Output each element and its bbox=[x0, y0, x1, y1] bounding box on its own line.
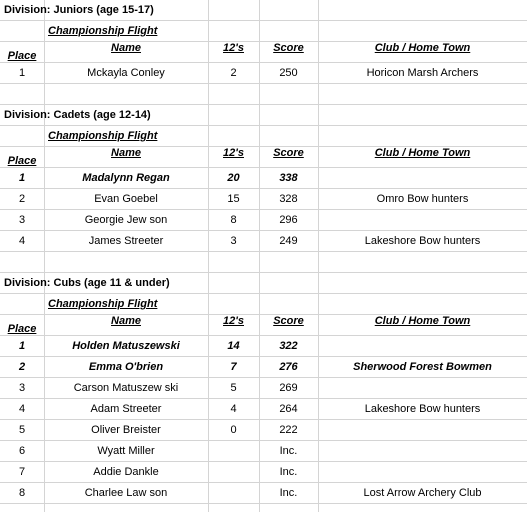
club-cell: Lakeshore Bow hunters bbox=[364, 235, 481, 247]
twelves-cell: 15 bbox=[227, 193, 240, 205]
name-cell: Addie Dankle bbox=[93, 466, 159, 478]
name-header: Name bbox=[111, 42, 141, 54]
club-cell bbox=[318, 441, 527, 462]
place-cell: 3 bbox=[18, 214, 26, 226]
score-cell: 222 bbox=[279, 424, 298, 436]
table-row bbox=[0, 231, 527, 252]
twelves-cell bbox=[208, 462, 259, 483]
score-header: Score bbox=[273, 147, 304, 159]
score-cell: 264 bbox=[279, 403, 298, 415]
place-cell: 1 bbox=[18, 340, 26, 352]
club-cell bbox=[318, 420, 527, 441]
header-row bbox=[0, 315, 527, 336]
club-cell bbox=[318, 378, 527, 399]
score-cell: 322 bbox=[279, 340, 298, 352]
twelves-cell: 7 bbox=[230, 361, 237, 373]
club-cell: Omro Bow hunters bbox=[376, 193, 469, 205]
table-row bbox=[0, 462, 527, 483]
table-row bbox=[0, 399, 527, 420]
empty-row bbox=[0, 252, 527, 273]
club-cell bbox=[318, 336, 527, 357]
table-row bbox=[0, 189, 527, 210]
score-cell: Inc. bbox=[279, 487, 298, 499]
twelves-cell bbox=[208, 483, 259, 504]
header-row bbox=[0, 147, 527, 168]
name-cell: Wyatt Miller bbox=[97, 445, 155, 457]
flight-title: Championship Flight bbox=[48, 298, 158, 310]
twelves-cell: 2 bbox=[230, 67, 237, 79]
club-header: Club / Home Town bbox=[374, 147, 471, 159]
division-row bbox=[0, 105, 527, 126]
twelves-cell bbox=[208, 441, 259, 462]
table-row bbox=[0, 63, 527, 84]
place-cell: 1 bbox=[18, 172, 26, 184]
place-cell: 5 bbox=[18, 424, 26, 436]
place-cell: 6 bbox=[18, 445, 26, 457]
place-cell: 8 bbox=[18, 487, 26, 499]
twelves-cell: 0 bbox=[230, 424, 237, 436]
twelves-cell: 4 bbox=[230, 403, 237, 415]
division-row bbox=[0, 273, 527, 294]
name-cell: Emma O'brien bbox=[88, 361, 164, 373]
place-cell: 4 bbox=[18, 403, 26, 415]
twelves-header: 12's bbox=[223, 315, 244, 327]
club-cell bbox=[318, 168, 527, 189]
score-cell: 269 bbox=[279, 382, 298, 394]
score-cell: 250 bbox=[279, 67, 298, 79]
table-row bbox=[0, 420, 527, 441]
table-row bbox=[0, 483, 527, 504]
table-row bbox=[0, 336, 527, 357]
club-header: Club / Home Town bbox=[374, 315, 471, 327]
header-row bbox=[0, 42, 527, 63]
table-row bbox=[0, 210, 527, 231]
club-cell bbox=[318, 462, 527, 483]
club-cell: Lost Arrow Archery Club bbox=[363, 487, 482, 499]
name-cell: Carson Matuszew ski bbox=[73, 382, 179, 394]
name-header: Name bbox=[111, 315, 141, 327]
twelves-cell: 5 bbox=[230, 382, 237, 394]
division-title: Division: Cubs (age 11 & under) bbox=[4, 277, 170, 289]
flight-title: Championship Flight bbox=[48, 25, 158, 37]
name-cell: Evan Goebel bbox=[94, 193, 158, 205]
twelves-header: 12's bbox=[223, 42, 244, 54]
score-cell: 296 bbox=[279, 214, 298, 226]
place-header: Place bbox=[7, 155, 37, 167]
score-cell: 338 bbox=[279, 172, 298, 184]
name-cell: Georgie Jew son bbox=[84, 214, 168, 226]
place-cell: 1 bbox=[18, 67, 26, 79]
score-cell: 249 bbox=[279, 235, 298, 247]
table-row bbox=[0, 441, 527, 462]
score-cell: Inc. bbox=[279, 445, 298, 457]
table-row bbox=[0, 378, 527, 399]
flight-title: Championship Flight bbox=[48, 130, 158, 142]
empty-row bbox=[0, 84, 527, 105]
place-header: Place bbox=[7, 50, 37, 62]
twelves-cell: 8 bbox=[230, 214, 237, 226]
score-cell: 276 bbox=[279, 361, 298, 373]
name-cell: Madalynn Regan bbox=[82, 172, 170, 184]
club-cell: Horicon Marsh Archers bbox=[366, 67, 479, 79]
division-row bbox=[0, 0, 527, 21]
club-header: Club / Home Town bbox=[374, 42, 471, 54]
score-header: Score bbox=[273, 42, 304, 54]
name-cell: Charlee Law son bbox=[84, 487, 168, 499]
place-cell: 2 bbox=[18, 193, 26, 205]
table-row bbox=[0, 357, 527, 378]
score-header: Score bbox=[273, 315, 304, 327]
twelves-header: 12's bbox=[223, 147, 244, 159]
twelves-cell: 20 bbox=[227, 172, 240, 184]
score-cell: 328 bbox=[279, 193, 298, 205]
place-cell: 3 bbox=[18, 382, 26, 394]
name-cell: Holden Matuszewski bbox=[72, 340, 180, 352]
place-cell: 2 bbox=[18, 361, 26, 373]
twelves-cell: 3 bbox=[230, 235, 237, 247]
name-cell: James Streeter bbox=[88, 235, 164, 247]
name-cell: Adam Streeter bbox=[90, 403, 162, 415]
place-cell: 4 bbox=[18, 235, 26, 247]
division-title: Division: Cadets (age 12-14) bbox=[4, 109, 151, 121]
name-header: Name bbox=[111, 147, 141, 159]
twelves-cell: 14 bbox=[227, 340, 240, 352]
club-cell: Sherwood Forest Bowmen bbox=[353, 361, 492, 373]
place-header: Place bbox=[7, 323, 37, 335]
name-cell: Mckayla Conley bbox=[87, 67, 165, 79]
division-title: Division: Juniors (age 15-17) bbox=[4, 4, 154, 16]
name-cell: Oliver Breister bbox=[91, 424, 161, 436]
score-cell: Inc. bbox=[279, 466, 298, 478]
table-row bbox=[0, 168, 527, 189]
club-cell: Lakeshore Bow hunters bbox=[364, 403, 481, 415]
place-cell: 7 bbox=[18, 466, 26, 478]
club-cell bbox=[318, 210, 527, 231]
